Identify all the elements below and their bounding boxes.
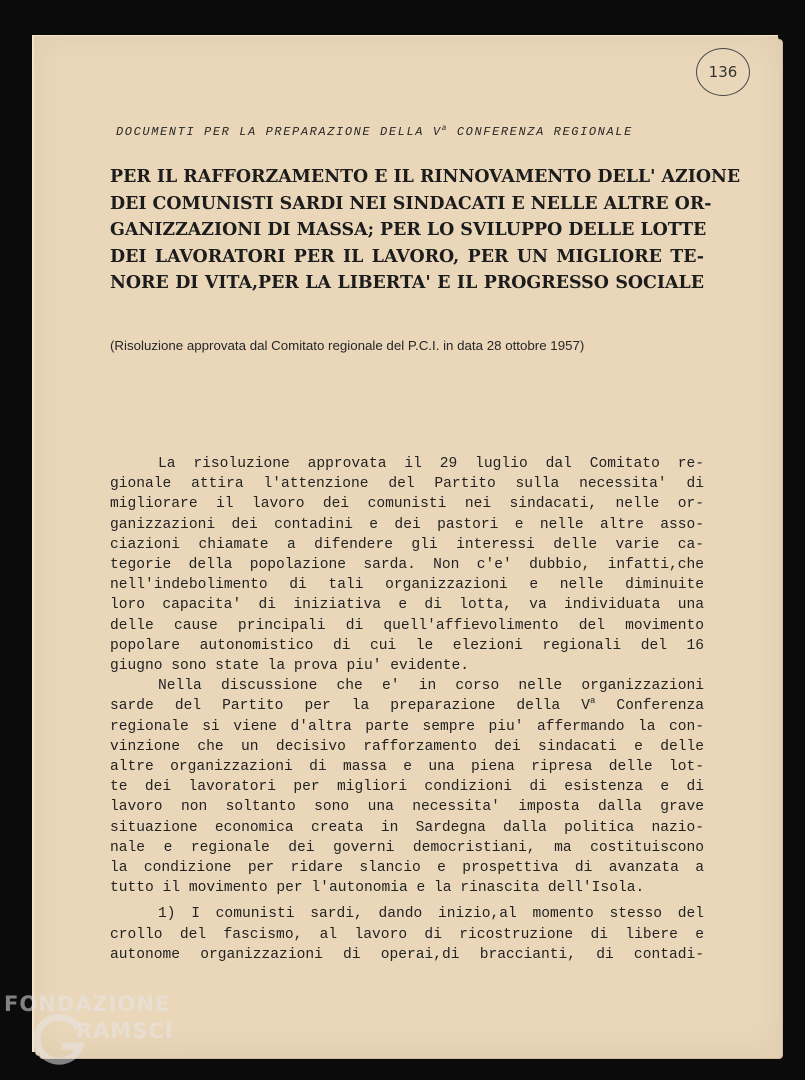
body-line: loro capacita' di iniziativa e di lotta, va individuata una	[110, 597, 704, 614]
document-title	[110, 164, 741, 297]
body-line: autonome organizzazioni di operai,di braccianti, di contadi-	[110, 946, 704, 963]
document-body	[110, 454, 704, 965]
title-line: NORE DI VITA,PER LA LIBERTA' E IL PROGRESSO SOCIALE	[110, 273, 704, 294]
body-line: regionale si viene d'altra parte sempre piu' affermando la con-	[110, 718, 704, 735]
body-line: nale e regionale dei governi democristiani, ma costituiscono	[110, 839, 704, 856]
series-superscript: a	[441, 124, 449, 133]
document-subtitle: (Risoluzione approvata dal Comitato regionale del P.C.I. in data 28 ottobre 1957)	[110, 338, 585, 353]
body-line: te dei lavoratori per migliori condizioni di esistenza e di	[110, 779, 704, 796]
body-line-text-end: Conferenza	[595, 698, 704, 715]
title-line: PER IL RAFFORZAMENTO E IL RINNOVAMENTO DELL' AZIONE	[110, 167, 741, 187]
archive-number-stamp	[696, 48, 750, 96]
watermark-small: onlus	[164, 1052, 183, 1060]
series-heading	[116, 124, 716, 139]
archive-number: 136	[708, 63, 738, 81]
body-line: popolare autonomistico di cui le elezioni regionali del 16	[110, 637, 704, 654]
body-line: tegorie della popolazione sarda. Non c'e' dubbio, infatti,che	[110, 557, 704, 574]
watermark-line1: FONDAZIONE	[4, 992, 171, 1016]
watermark-line2: RAMSCI	[76, 1019, 174, 1043]
body-superscript: a	[589, 696, 596, 707]
body-line: Nella discussione che e' in corso nelle organizzazioni	[158, 678, 704, 695]
body-line: lavoro non soltanto sono una necessita' imposta dalla grave	[110, 799, 704, 816]
title-line: DEI LAVORATORI PER IL LAVORO, PER UN MIGLIORE TE-	[110, 246, 704, 267]
body-line: crollo del fascismo, al lavoro di ricostruzione di libere e	[110, 926, 704, 943]
body-line: ciazioni chiamate a difendere gli interessi delle varie ca-	[110, 536, 704, 553]
body-line: migliorare il lavoro dei comunisti nei sindacati, nelle or-	[110, 496, 704, 513]
body-line	[110, 696, 704, 716]
body-line: la condizione per ridare slancio e prospettiva di avanzata a	[110, 860, 704, 877]
body-line: vinzione che un decisivo rafforzamento dei sindacati e delle	[110, 738, 704, 755]
title-line: DEI COMUNISTI SARDI NEI SINDACATI E NELLE ALTRE OR-	[110, 193, 712, 214]
body-line: nell'indebolimento di tali organizzazioni e nelle diminuite	[110, 577, 704, 594]
body-line: ganizzazioni dei contadini e dei pastori e nelle altre asso-	[110, 516, 704, 533]
body-line: 1) I comunisti sardi, dando inizio,al momento stesso del	[158, 906, 704, 923]
body-line: altre organizzazioni di massa e una piena ripresa delle lot-	[110, 759, 704, 776]
body-line: giugno sono state la prova piu' evidente.	[110, 658, 470, 675]
body-line-text: sarde del Partito per la preparazione della V	[110, 698, 590, 715]
body-line: delle cause principali di quell'affievolimento del movimento	[110, 617, 704, 634]
series-text-end: CONFERENZA REGIONALE	[448, 125, 633, 139]
title-line: GANIZZAZIONI DI MASSA; PER LO SVILUPPO DELLE LOTTE	[110, 220, 707, 241]
body-line: tutto il movimento per l'autonomia e la rinascita dell'Isola.	[110, 880, 645, 897]
body-line: La risoluzione approvata il 29 luglio dal Comitato re-	[158, 456, 704, 472]
body-line: situazione economica creata in Sardegna dalla politica nazio-	[110, 819, 704, 836]
body-line: gionale attira l'attenzione del Partito sulla necessita' di	[110, 476, 704, 493]
series-text: DOCUMENTI PER LA PREPARAZIONE DELLA V	[116, 125, 442, 139]
watermark-logo	[4, 992, 204, 1072]
